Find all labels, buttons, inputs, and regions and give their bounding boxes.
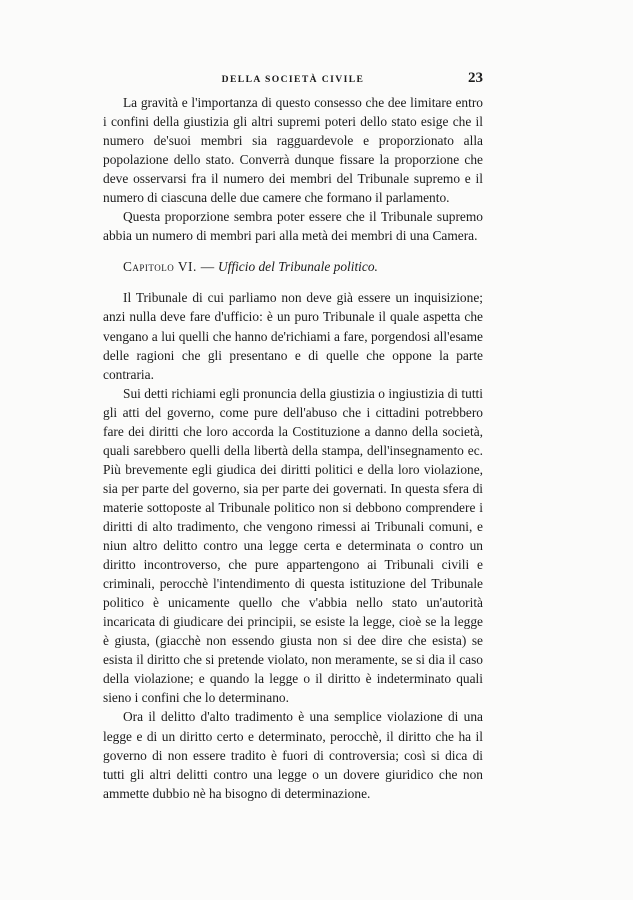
paragraph: Questa proporzione sembra poter essere che il Tribunale supremo abbia un numero di membri pari alla metà dei membri di una Camera. — [103, 209, 483, 244]
paragraph: Il Tribunale di cui parliamo non deve già essere un inquisizione; anzi nulla deve fare d'ufficio: è un puro Tribunale il quale aspetta che vengano a lui quelli che hanno de'richiami a fare, porgendosi all'esame delle ragioni che gli presentano e di quelle che oppone la parte contraria. — [103, 290, 483, 382]
running-title: DELLA SOCIETÀ CIVILE — [221, 74, 365, 85]
paragraph: Ora il delitto d'alto tradimento è una semplice violazione di una legge e di un diritto certo e determinato, perocchè, il diritto che ha il governo di non essere tradito è fuori di controversia; così si dica di tutti gli altri delitti contro una legge o un dovere giuridico che non ammette dubbio nè ha bisogno di determinazione. — [103, 709, 483, 801]
running-head — [103, 70, 483, 90]
paragraph: Sui detti richiami egli pronuncia della giustizia o ingiustizia di tutti gli atti del governo, come pure dell'abuso che i cittadini potrebbero fare dei diritti che loro accorda la Costituzione a danno della società, quali sarebbero quelli della libertà della stampa, dell'insegnamento ec. Più brevemente egli giudica dei diritti politici e della loro violazione, sia per parte del governo, sia per parte dei governati. In questa sfera di materie sottoposte al Tribunale politico non si debbono comprendere i diritti di alto tradimento, che vengono rimessi ai Tribunali comuni, e niun altro delitto contro una legge certa e determinata o contro un diritto incontroverso, che pure appartengono ai Tribunali civili e criminali, perocchè l'intendimento di questa istituzione del Tribunale politico è unicamente quello che v'abbia nello stato un'autorità incaricata di giudicare dei principii, se esiste la legge, cioè se la legge è giusta, (giacchè non essendo giusta non si dee dire che esista) se esista il diritto che si pretende violato, non meramente, se si dia il caso della violazione; e quando la legge o il diritto è indeterminato quali sieno i confini che lo determinano. — [103, 385, 483, 706]
chapter-title: Ufficio del Tribunale politico. — [217, 259, 378, 275]
page-number: 23 — [468, 70, 483, 86]
chapter-label: Capitolo VI. — — [123, 259, 215, 275]
paragraph: La gravità e l'importanza di questo consesso che dee limitare entro i confini della giustizia gli altri supremi poteri dello stato esige che il numero de'suoi membri sia ragguardevole e proporzionato alla popolazione dello stato. Converrà dunque fissare la proporzione che deve osservarsi fra il numero dei membri del Tribunale supremo e il numero di ciascuna delle due camere che formano il parlamento. — [103, 95, 483, 206]
body-text — [103, 93, 483, 803]
chapter-heading — [103, 257, 483, 276]
